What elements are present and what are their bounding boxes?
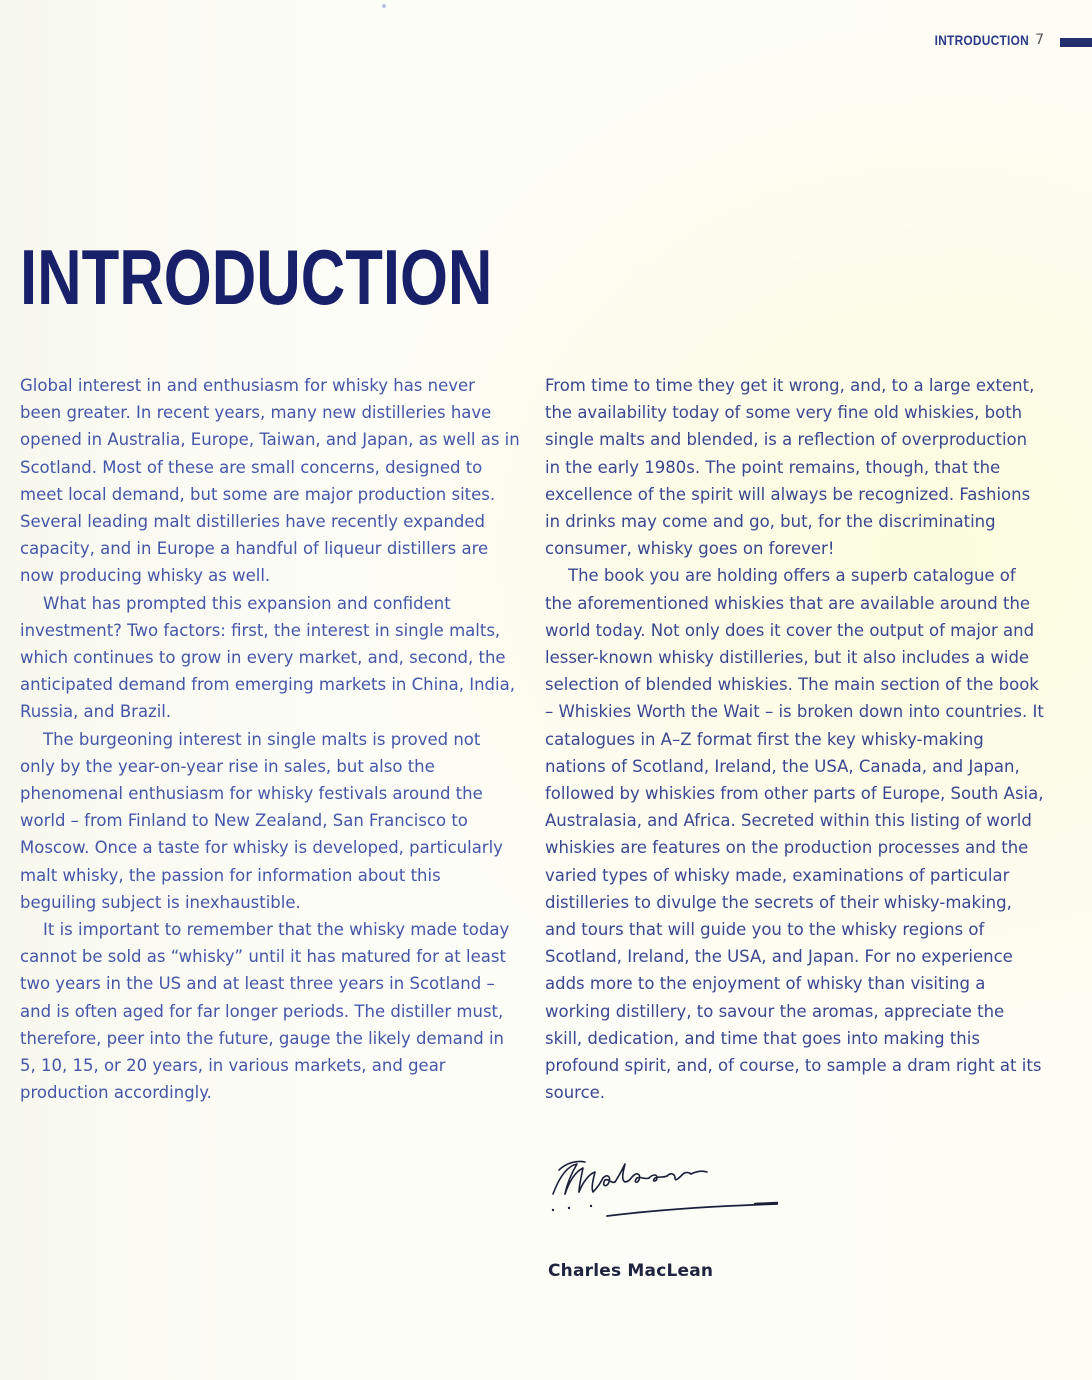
running-head <box>918 32 1044 48</box>
paragraph: It is important to remember that the whisky made today cannot be sold as “whisky” until it has matured for at least two years in the US and at least three years in Scotland – and is often aged for far longer periods. The distiller must, therefore, peer into the future, gauge the likely demand in 5, 10, 15, or 20 years, in various markets, and gear production accordingly. <box>20 920 510 1103</box>
paragraph: What has prompted this expansion and confident investment? Two factors: first, the interest in single malts, which continues to grow in every market, and, second, the anticipated demand from emerging markets in China, India, Russia, and Brazil. <box>20 593 515 722</box>
right-column <box>545 372 1045 1106</box>
paragraph: From time to time they get it wrong, and, to a large extent, the availability today of some very fine old whiskies, both single malts and blended, is a reflection of overproduction in the early 1980s. The point remains, though, that the excellence of the spirit will always be recognized. Fashions in drinks may come and go, but, for the discriminating consumer, whisky goes on forever! <box>545 376 1035 559</box>
author-name: Charles MacLean <box>548 1261 714 1281</box>
author-signature <box>545 1148 785 1228</box>
scan-speck <box>382 4 386 8</box>
paragraph: Global interest in and enthusiasm for whisky has never been greater. In recent years, many new distilleries have opened in Australia, Europe, Taiwan, and Japan, as well as in Scotland. Most of these are small concerns, designed to meet local demand, but some are major production sites. Several leading malt distilleries have recently expanded capacity, and in Europe a handful of liqueur distillers are now producing whisky as well. <box>20 376 520 586</box>
running-head-title: INTRODUCTION <box>934 32 1030 48</box>
page-number: 7 <box>1035 32 1044 48</box>
paragraph: The burgeoning interest in single malts is proved not only by the year-on-year rise in sales, but also the phenomenal enthusiasm for whisky festivals around the world – from Finland to New Zealand, San Francisco to Moscow. Once a taste for whisky is developed, particularly malt whisky, the passion for information about this beguiling subject is inexhaustible. <box>20 729 503 912</box>
running-head-accent-bar <box>1060 38 1092 47</box>
left-column <box>20 372 520 1106</box>
paragraph: The book you are holding offers a superb catalogue of the aforementioned whiskies that are available around the world today. Not only does it cover the output of major and lesser-known whisky distilleries, but it also includes a wide selection of blended whiskies. The main section of the book – Whiskies Worth the Wait – is broken down into countries. It catalogues in A–Z format first the key whisky-making nations of Scotland, Ireland, the USA, Canada, and Japan, followed by whiskies from other parts of Europe, South Asia, Australasia, and Africa. Secreted within this listing of world whiskies are features on the production processes and the varied types of whisky made, examinations of particular distilleries to divulge the secrets of their whisky-making, and tours that will guide you to the whisky regions of Scotland, Ireland, the USA, and Japan. For no experience adds more to the enjoyment of whisky than visiting a working distillery, to savour the aromas, appreciate the skill, dedication, and time that goes into making this profound spirit, and, of course, to sample a dram right at its source. <box>545 566 1044 1103</box>
page-title: INTRODUCTION <box>20 233 493 321</box>
